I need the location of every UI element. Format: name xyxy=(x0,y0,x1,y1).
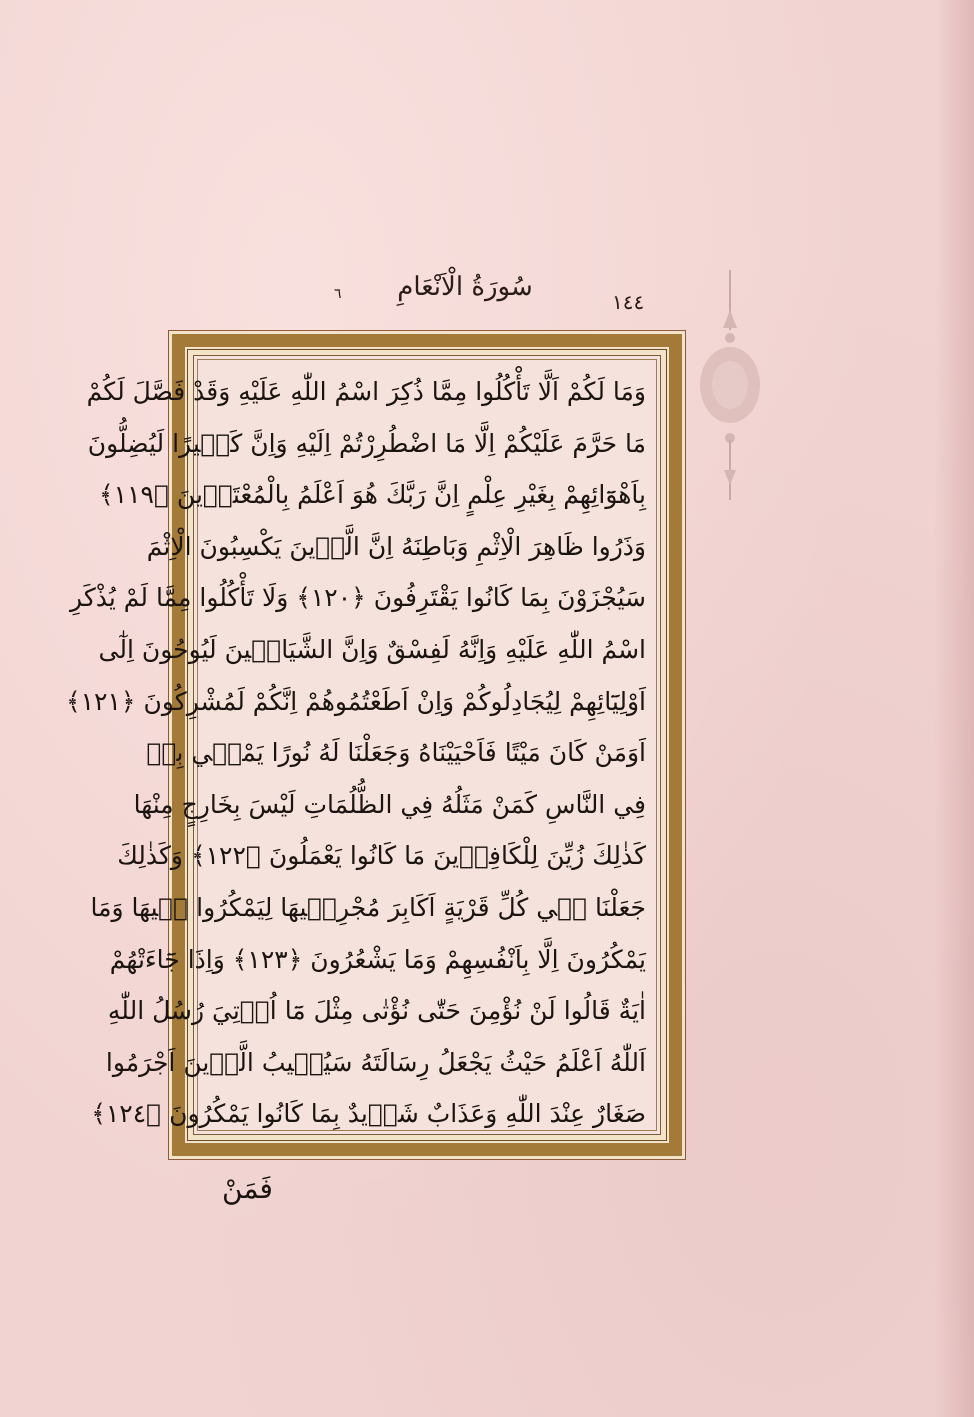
text-line: بِاَهْوَٓائِهِمْ بِغَيْرِ عِلْمٍ اِنَّ رَبَّكَ هُوَ اَعْلَمُ بِالْمُعْتَد۪ينَ ﴿١١٩﴾ xyxy=(99,480,646,510)
text-line: صَغَارٌ عِنْدَ اللّٰهِ وَعَذَابٌ شَد۪يدٌ بِمَا كَانُوا يَمْكُرُونَ ﴿١٢٤﴾ xyxy=(91,1099,646,1129)
text-frame xyxy=(65,330,686,1160)
page-number: ١٤٤ xyxy=(612,290,645,314)
text-line: اَوْلِيَٓائِهِمْ لِيُجَادِلُوكُمْ وَاِنْ اَطَعْتُمُوهُمْ اِنَّكُمْ لَمُشْرِكُونَ ﴿١٢١﴾ xyxy=(65,686,646,716)
text-line: اَوَمَنْ كَانَ مَيْتًا فَاَحْيَيْنَاهُ وَجَعَلْنَا لَهُ نُورًا يَمْش۪ي بِه۪ xyxy=(146,738,646,768)
text-line: يَمْكُرُونَ اِلَّا بِاَنْفُسِهِمْ وَمَا يَشْعُرُونَ ﴿١٢٣﴾ وَاِذَا جَٓاءَتْهُمْ xyxy=(109,944,646,974)
text-panel xyxy=(65,355,661,1135)
surah-number: ٦ xyxy=(334,286,342,302)
text-line: وَذَرُوا ظَاهِرَ الْاِثْمِ وَبَاطِنَهُ اِنَّ الَّذ۪ينَ يَكْسِبُونَ الْاِثْمَ xyxy=(146,531,646,561)
medallion-ornament-icon xyxy=(695,270,765,500)
text-line: اَللّٰهُ اَعْلَمُ حَيْثُ يَجْعَلُ رِسَالَتَهُ سَيُص۪يبُ الَّذ۪ينَ اَجْرَمُوا xyxy=(105,1047,646,1077)
page-edge-shadow xyxy=(934,0,974,1417)
surah-title: سُورَةُ الْاَنْعَامِ xyxy=(397,272,533,302)
text-line: مَا حَرَّمَ عَلَيْكُمْ اِلَّا مَا اضْطُرِرْتُمْ اِلَيْهِ وَاِنَّ كَث۪يرًا لَيُضِلُّونَ xyxy=(87,428,646,458)
text-line: فِي النَّاسِ كَمَنْ مَثَلُهُ فِي الظُّلُمَاتِ لَيْسَ بِخَارِجٍ مِنْهَا xyxy=(133,789,646,819)
catchword: فَمَنْ xyxy=(222,1172,273,1205)
text-line: كَذٰلِكَ زُيِّنَ لِلْكَافِر۪ينَ مَا كَانُوا يَعْمَلُونَ ﴿١٢٢﴾ وَكَذٰلِكَ xyxy=(117,841,646,871)
text-line: اسْمُ اللّٰهِ عَلَيْهِ وَاِنَّهُ لَفِسْقٌ وَاِنَّ الشَّيَاط۪ينَ لَيُوحُونَ اِلٰٓى xyxy=(98,634,646,664)
text-line: وَمَا لَكُمْ اَلَّا تَأْكُلُوا مِمَّا ذُكِرَ اسْمُ اللّٰهِ عَلَيْهِ وَقَدْ فَصَّلَ لَكُمْ xyxy=(86,377,646,406)
quran-text xyxy=(65,366,646,1140)
text-line: سَيُجْزَوْنَ بِمَا كَانُوا يَقْتَرِفُونَ ﴿١٢٠﴾ وَلَا تَأْكُلُوا مِمَّا لَمْ يُذْكَرِ xyxy=(70,583,646,613)
text-line: اٰيَةٌ قَالُوا لَنْ نُؤْمِنَ حَتّٰى نُؤْتٰى مِثْلَ مَٓا اُو۫تِيَ رُسُلُ اللّٰهِ xyxy=(107,996,646,1026)
text-line: جَعَلْنَا ف۪ي كُلِّ قَرْيَةٍ اَكَابِرَ مُجْرِم۪يهَا لِيَمْكُرُوا ف۪يهَا وَمَا xyxy=(90,892,646,922)
